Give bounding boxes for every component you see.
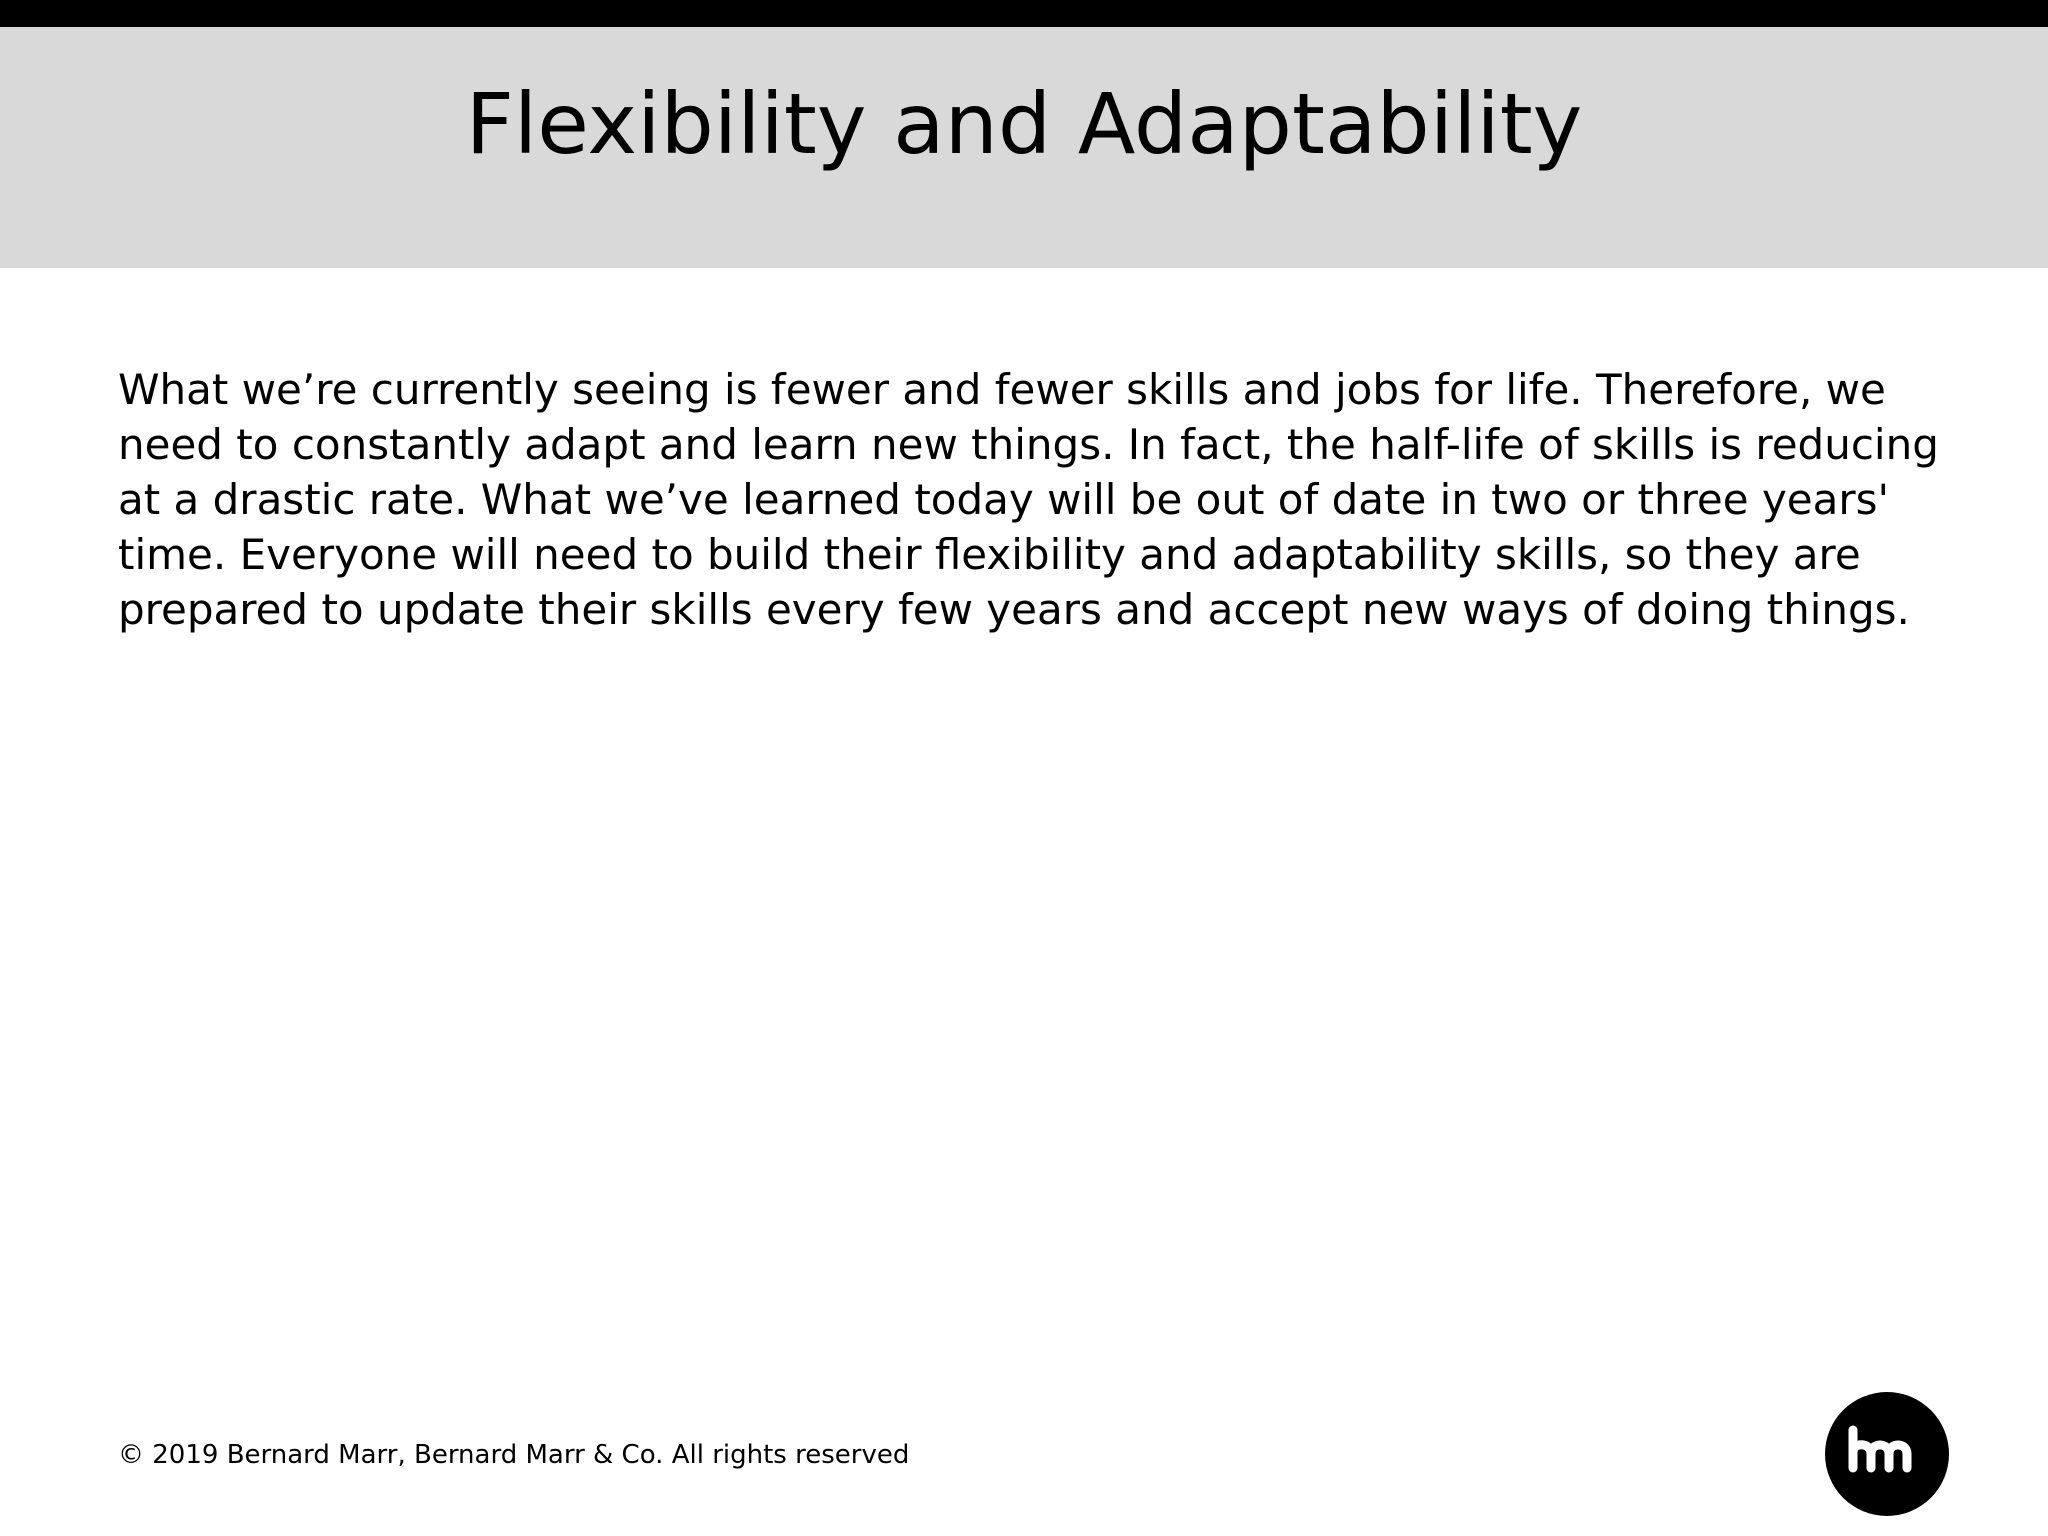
slide-title: Flexibility and Adaptability (465, 75, 1583, 173)
top-bar (0, 0, 2048, 27)
footer-copyright: © 2019 Bernard Marr, Bernard Marr & Co. All rights reserved (118, 1440, 910, 1470)
bm-logo-icon (1825, 1392, 1949, 1516)
body-paragraph: What we’re currently seeing is fewer and fewer skills and jobs for life. Therefore, we need to constantly adapt and learn new things. In fact, the half-life of skills is reducing at a drastic rate. What we’ve learned today will be out of date in two or three years' time. Everyone will need to build their flexibility and adaptability skills, so they are prepared to update their skills every few years and accept new ways of doing things. (118, 365, 1939, 634)
